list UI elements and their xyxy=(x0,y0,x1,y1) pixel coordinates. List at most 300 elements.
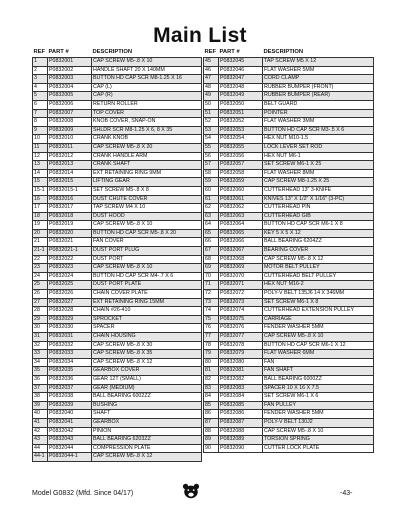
table-row xyxy=(204,298,374,307)
part-number-cell: P0832008 xyxy=(48,118,92,127)
ref-cell: 70 xyxy=(204,272,219,281)
part-number-cell: P0832013 xyxy=(48,161,92,170)
description-cell: EXT RETAINING RING 9MM xyxy=(92,169,202,178)
ref-cell: 19 xyxy=(33,221,48,230)
part-number-cell: P0832083 xyxy=(219,384,263,393)
ref-cell: 52 xyxy=(204,118,219,127)
part-number-cell: P0832023 xyxy=(48,264,92,273)
table-row xyxy=(204,186,374,195)
table-row xyxy=(204,75,374,84)
part-number-cell: P0832055 xyxy=(219,143,263,152)
table-row xyxy=(204,375,374,384)
ref-cell: 35 xyxy=(33,367,48,376)
table-row xyxy=(33,375,202,384)
description-cell: CAP (R) xyxy=(92,92,202,101)
description-cell: BALL BEARING 6000ZZ xyxy=(263,375,374,384)
description-cell: SPACER 10 X 16 X 7.5 xyxy=(263,384,374,393)
ref-cell: 36 xyxy=(33,375,48,384)
description-cell: LIFTING GEAR xyxy=(92,178,202,187)
part-number-cell: P0832015 xyxy=(48,178,92,187)
part-number-cell: P0832049 xyxy=(219,92,263,101)
description-cell: CAP SCREW M5-.8 X 10 xyxy=(92,58,202,67)
part-number-cell: P0832009 xyxy=(48,126,92,135)
part-number-cell: P0832005 xyxy=(48,92,92,101)
table-row xyxy=(204,384,374,393)
ref-cell: 30 xyxy=(33,324,48,333)
table-row xyxy=(33,444,202,453)
table-row xyxy=(204,143,374,152)
table-row xyxy=(33,83,202,92)
description-cell: TAP SCREW M5 X 12 xyxy=(263,58,374,67)
ref-cell: 78 xyxy=(204,341,219,350)
table-row xyxy=(204,195,374,204)
table-row xyxy=(33,367,202,376)
part-column-header: PART # xyxy=(48,48,69,55)
description-cell: BUSHING xyxy=(92,401,202,410)
part-number-cell: P0832031 xyxy=(48,333,92,342)
table-row xyxy=(204,109,374,118)
ref-cell: 23 xyxy=(33,264,48,273)
table-row xyxy=(33,418,202,427)
ref-cell: 18 xyxy=(33,212,48,221)
parts-table-left-body xyxy=(33,58,202,462)
ref-cell: 17 xyxy=(33,204,48,213)
ref-cell: 48 xyxy=(204,83,219,92)
description-cell: FENDER WASHER 5MM xyxy=(263,410,374,419)
part-number-cell: P0832063 xyxy=(219,212,263,221)
part-number-cell: P0832012 xyxy=(48,152,92,161)
part-number-cell: P0832080 xyxy=(219,358,263,367)
ref-cell: 32 xyxy=(33,341,48,350)
ref-cell: 4 xyxy=(33,83,48,92)
table-row xyxy=(33,152,202,161)
ref-cell: 1 xyxy=(33,58,48,67)
table-row xyxy=(33,341,202,350)
table-row xyxy=(204,212,374,221)
ref-cell: 49 xyxy=(204,92,219,101)
ref-cell: 43 xyxy=(33,436,48,445)
ref-cell: 81 xyxy=(204,367,219,376)
table-row xyxy=(204,436,374,445)
ref-cell: 44-1 xyxy=(33,453,48,462)
description-cell: SET SCREW M5-.8 X 8 xyxy=(92,186,202,195)
ref-cell: 3 xyxy=(33,75,48,84)
table-row xyxy=(204,324,374,333)
part-number-cell: P0832007 xyxy=(48,109,92,118)
ref-cell: 33 xyxy=(33,350,48,359)
ref-cell: 42 xyxy=(33,427,48,436)
table-row xyxy=(33,100,202,109)
part-number-cell: P0832035 xyxy=(48,367,92,376)
part-number-cell: P0832017 xyxy=(48,204,92,213)
ref-cell: 14 xyxy=(33,169,48,178)
table-row xyxy=(204,350,374,359)
table-row xyxy=(33,410,202,419)
description-cell: CAP SCREW M5-.8 X 12 xyxy=(92,358,202,367)
part-number-cell: P0832069 xyxy=(219,264,263,273)
ref-cell: 37 xyxy=(33,384,48,393)
table-row xyxy=(204,333,374,342)
part-number-cell: P0832030 xyxy=(48,324,92,333)
part-number-cell: P0832088 xyxy=(219,427,263,436)
part-number-cell: P0832084 xyxy=(219,393,263,402)
part-number-cell: P0832086 xyxy=(219,410,263,419)
table-row xyxy=(204,401,374,410)
part-number-cell: P0832076 xyxy=(219,324,263,333)
description-cell: CAP SCREW M8-1.25 X 25 xyxy=(263,178,374,187)
ref-cell: 47 xyxy=(204,75,219,84)
description-cell: SPACER xyxy=(92,324,202,333)
description-cell: SET SCREW M6-1 X 6 xyxy=(263,393,374,402)
ref-cell: 85 xyxy=(204,401,219,410)
table-row xyxy=(33,393,202,402)
table-row xyxy=(33,212,202,221)
table-row xyxy=(204,341,374,350)
part-number-cell: P0832065 xyxy=(219,229,263,238)
description-cell: CUTTER LOCK PLATE xyxy=(263,444,374,453)
description-cell: BUTTON HD CAP SCR M5-.8 X 20 xyxy=(92,229,202,238)
description-cell: BEARING COVER xyxy=(263,247,374,256)
table-row xyxy=(33,221,202,230)
description-cell: CAP SCREW M5-.8 X 10 xyxy=(92,221,202,230)
ref-cell: 68 xyxy=(204,255,219,264)
table-row xyxy=(33,255,202,264)
part-number-cell: P0832047 xyxy=(219,75,263,84)
ref-cell: 27 xyxy=(33,298,48,307)
part-number-cell: P0832011 xyxy=(48,143,92,152)
table-header-row xyxy=(204,48,374,58)
description-cell: COMPRESSION PLATE xyxy=(92,444,202,453)
part-number-cell: P0832050 xyxy=(219,100,263,109)
part-number-cell: P0832014 xyxy=(48,169,92,178)
part-number-cell: P0832018 xyxy=(48,212,92,221)
part-number-cell: P0832040 xyxy=(48,410,92,419)
table-row xyxy=(204,238,374,247)
part-number-cell: P0832048 xyxy=(219,83,263,92)
part-number-cell: P0832042 xyxy=(48,427,92,436)
description-cell: CUTTERHEAD PIN xyxy=(263,204,374,213)
page-title: Main List xyxy=(153,24,247,47)
table-row xyxy=(33,333,202,342)
description-cell: BALL BEARING 6203ZZ xyxy=(92,436,202,445)
part-number-cell: P0832072 xyxy=(219,290,263,299)
ref-cell: 84 xyxy=(204,393,219,402)
ref-cell: 34 xyxy=(33,358,48,367)
ref-cell: 31 xyxy=(33,333,48,342)
description-cell: BALL BEARING 6002ZZ xyxy=(92,393,202,402)
part-number-cell: P0832067 xyxy=(219,247,263,256)
ref-cell: 74 xyxy=(204,307,219,316)
table-row xyxy=(204,135,374,144)
part-number-cell: P0832021-1 xyxy=(48,247,92,256)
parts-table-left xyxy=(32,48,202,462)
part-number-cell: P0832036 xyxy=(48,375,92,384)
part-number-cell: P0832078 xyxy=(219,341,263,350)
part-number-cell: P0832041 xyxy=(48,418,92,427)
table-row xyxy=(33,358,202,367)
description-cell: DUST HOOD xyxy=(92,212,202,221)
description-cell: FLAT WASHER 5MM xyxy=(263,66,374,75)
table-row xyxy=(204,83,374,92)
description-cell: RUBBER BUMPER (FRONT) xyxy=(263,83,374,92)
part-number-cell: P0832046 xyxy=(219,66,263,75)
part-number-cell: P0832020 xyxy=(48,229,92,238)
part-number-cell: P0832081 xyxy=(219,367,263,376)
table-row xyxy=(33,315,202,324)
description-cell: DUST PORT PLATE xyxy=(92,281,202,290)
table-row xyxy=(204,272,374,281)
table-row xyxy=(204,393,374,402)
table-row xyxy=(33,427,202,436)
ref-cell: 26 xyxy=(33,290,48,299)
table-row xyxy=(33,75,202,84)
description-cell: CAP SCREW M5-.8 X 12 xyxy=(263,255,374,264)
description-cell: CAP SCREW M5-.8 X 30 xyxy=(92,341,202,350)
part-number-cell: P0832064 xyxy=(219,221,263,230)
table-row xyxy=(204,118,374,127)
part-number-cell: P0832058 xyxy=(219,169,263,178)
ref-cell: 22 xyxy=(33,255,48,264)
part-number-cell: P0832085 xyxy=(219,401,263,410)
ref-cell: 44 xyxy=(33,444,48,453)
table-row xyxy=(33,238,202,247)
ref-cell: 86 xyxy=(204,410,219,419)
description-cell: CUTTERHEAD EXTENSION PULLEY xyxy=(263,307,374,316)
ref-cell: 6 xyxy=(33,100,48,109)
description-cell: CARRIAGE xyxy=(263,315,374,324)
table-row xyxy=(204,126,374,135)
ref-cell: 69 xyxy=(204,264,219,273)
table-row xyxy=(204,418,374,427)
description-cell: HEX NUT M10-1.5 xyxy=(263,135,374,144)
ref-cell: 73 xyxy=(204,298,219,307)
part-number-cell: P0832044-1 xyxy=(48,453,92,462)
description-cell: PINION xyxy=(92,427,202,436)
ref-cell: 21-1 xyxy=(33,247,48,256)
table-row xyxy=(204,152,374,161)
ref-cell: 83 xyxy=(204,384,219,393)
description-cell: TAP SCREW M4 X 10 xyxy=(92,204,202,213)
part-number-cell: P0832032 xyxy=(48,341,92,350)
part-number-cell: P0832026 xyxy=(48,290,92,299)
table-row xyxy=(33,186,202,195)
ref-cell: 54 xyxy=(204,135,219,144)
table-row xyxy=(204,178,374,187)
part-number-cell: P0832015-1 xyxy=(48,186,92,195)
table-row xyxy=(204,367,374,376)
ref-cell: 67 xyxy=(204,247,219,256)
part-number-cell: P0832022 xyxy=(48,255,92,264)
description-cell: HEX NUT M16-2 xyxy=(263,281,374,290)
part-number-cell: P0832082 xyxy=(219,375,263,384)
ref-cell: 28 xyxy=(33,307,48,316)
table-row xyxy=(33,135,202,144)
ref-column-header: REF xyxy=(204,48,217,55)
footer-model-text: Model G0832 (Mfd. Since 04/17) xyxy=(32,490,134,497)
table-row xyxy=(33,161,202,170)
ref-cell: 72 xyxy=(204,290,219,299)
description-cell: BUTTON HD CAP SCR M3-.5 X 6 xyxy=(263,126,374,135)
description-cell: BUTTON HD CAP SCR M4-.7 X 6 xyxy=(92,272,202,281)
description-cell: CORD CLAMP xyxy=(263,75,374,84)
description-cell: FAN COVER xyxy=(92,238,202,247)
table-row xyxy=(204,281,374,290)
table-row xyxy=(33,92,202,101)
ref-cell: 57 xyxy=(204,161,219,170)
part-number-cell: P0832003 xyxy=(48,75,92,84)
part-number-cell: P0832025 xyxy=(48,281,92,290)
part-number-cell: P0832001 xyxy=(48,58,92,67)
ref-cell: 59 xyxy=(204,178,219,187)
ref-cell: 87 xyxy=(204,418,219,427)
table-row xyxy=(33,247,202,256)
description-cell: POLY-V BELT 130J2 xyxy=(263,418,374,427)
ref-cell: 60 xyxy=(204,186,219,195)
parts-table-right xyxy=(203,48,374,453)
table-row xyxy=(33,436,202,445)
part-number-cell: P0832039 xyxy=(48,401,92,410)
description-cell: CHAIN #26-410 xyxy=(92,307,202,316)
description-cell: CHAIN COVER PLATE xyxy=(92,290,202,299)
part-number-cell: P0832027 xyxy=(48,298,92,307)
part-number-cell: P0832066 xyxy=(219,238,263,247)
table-row xyxy=(33,384,202,393)
ref-cell: 65 xyxy=(204,229,219,238)
description-cell: BUTTON HD CAP SCR M6-1 X 12 xyxy=(263,341,374,350)
part-number-cell: P0832024 xyxy=(48,272,92,281)
description-cell: FLAT WASHER 3MM xyxy=(263,118,374,127)
ref-cell: 90 xyxy=(204,444,219,453)
ref-cell: 41 xyxy=(33,418,48,427)
part-number-cell: P0832057 xyxy=(219,161,263,170)
parts-table-right-body xyxy=(204,58,374,453)
ref-cell: 8 xyxy=(33,118,48,127)
description-cell: CRANK KNOB xyxy=(92,135,202,144)
table-row xyxy=(33,204,202,213)
description-cell: GEARBOX xyxy=(92,418,202,427)
description-cell: SET SCREW M6-1 X 8 xyxy=(263,298,374,307)
table-row xyxy=(204,307,374,316)
ref-cell: 61 xyxy=(204,195,219,204)
ref-cell: 63 xyxy=(204,212,219,221)
part-number-cell: P0832060 xyxy=(219,186,263,195)
part-number-cell: P0832037 xyxy=(48,384,92,393)
table-row xyxy=(33,229,202,238)
description-cell: CUTTERHEAD GIB xyxy=(263,212,374,221)
table-row xyxy=(204,161,374,170)
part-number-cell: P0832034 xyxy=(48,358,92,367)
table-row xyxy=(204,427,374,436)
part-number-cell: P0832045 xyxy=(219,58,263,67)
table-row xyxy=(204,66,374,75)
part-number-cell: P0832061 xyxy=(219,195,263,204)
ref-cell: 77 xyxy=(204,333,219,342)
part-number-cell: P0832052 xyxy=(219,118,263,127)
description-cell: CHAIN HOUSING xyxy=(92,333,202,342)
table-row xyxy=(204,229,374,238)
part-number-cell: P0832019 xyxy=(48,221,92,230)
ref-cell: 53 xyxy=(204,126,219,135)
part-number-cell: P0832079 xyxy=(219,350,263,359)
description-cell: FAN SHAFT xyxy=(263,367,374,376)
table-row xyxy=(33,126,202,135)
description-cell: GEARBOX COVER xyxy=(92,367,202,376)
ref-cell: 56 xyxy=(204,152,219,161)
description-cell: HEX NUT M6-1 xyxy=(263,152,374,161)
table-row xyxy=(33,298,202,307)
ref-cell: 50 xyxy=(204,100,219,109)
description-cell: KNOB COVER, SNAP-ON xyxy=(92,118,202,127)
description-cell: KEY 5 X 5 X 12 xyxy=(263,229,374,238)
description-cell: SPROCKET xyxy=(92,315,202,324)
ref-cell: 40 xyxy=(33,410,48,419)
description-cell: CAP (L) xyxy=(92,83,202,92)
description-cell: BUTTON HD CAP SCR M8-1.25 X 16 xyxy=(92,75,202,84)
ref-cell: 10 xyxy=(33,135,48,144)
description-cell: HANDLE SHAFT 20 X 140MM xyxy=(92,66,202,75)
description-cell: CRANK HANDLE ARM xyxy=(92,152,202,161)
table-row xyxy=(204,100,374,109)
table-row xyxy=(204,264,374,273)
ref-cell: 89 xyxy=(204,436,219,445)
part-number-cell: P0832077 xyxy=(219,333,263,342)
description-cell: TORSION SPRING xyxy=(263,436,374,445)
description-cell: CAP SCREW M5-.8 X 12 xyxy=(92,453,202,462)
table-row xyxy=(204,92,374,101)
table-row xyxy=(33,307,202,316)
table-row xyxy=(33,178,202,187)
part-number-cell: P0832090 xyxy=(219,444,263,453)
description-cell: CAP SCREW M5-.8 X 10 xyxy=(92,264,202,273)
ref-cell: 7 xyxy=(33,109,48,118)
description-cell: POINTER xyxy=(263,109,374,118)
description-cell: CRANK SHAFT xyxy=(92,161,202,170)
description-cell: FAN xyxy=(263,358,374,367)
ref-cell: 29 xyxy=(33,315,48,324)
description-cell: DUST PORT xyxy=(92,255,202,264)
description-cell: KNIVES 13" X 1/2" X 1/16" (3-PC) xyxy=(263,195,374,204)
description-cell: CAP SCREW M5-.8 X 20 xyxy=(92,143,202,152)
part-column-header: PART # xyxy=(219,48,240,55)
description-cell: EXT RETAINING RING 15MM xyxy=(92,298,202,307)
table-row xyxy=(204,444,374,453)
table-row xyxy=(33,58,202,67)
description-cell: FLAT WASHER 6MM xyxy=(263,350,374,359)
part-number-cell: P0832051 xyxy=(219,109,263,118)
description-cell: CUTTERHEAD BELT PULLEY xyxy=(263,272,374,281)
table-row xyxy=(33,401,202,410)
ref-cell: 58 xyxy=(204,169,219,178)
ref-column-header: REF xyxy=(33,48,46,55)
ref-cell: 16 xyxy=(33,195,48,204)
part-number-cell: P0832059 xyxy=(219,178,263,187)
description-cell: CUTTERHEAD 13" 3-KNIFE xyxy=(263,186,374,195)
ref-cell: 24 xyxy=(33,272,48,281)
ref-cell: 62 xyxy=(204,204,219,213)
part-number-cell: P0832062 xyxy=(219,204,263,213)
table-row xyxy=(33,324,202,333)
table-row xyxy=(204,358,374,367)
ref-cell: 2 xyxy=(33,66,48,75)
description-cell: CAP SCREW M5-.8 X 35 xyxy=(92,350,202,359)
table-row xyxy=(33,453,202,462)
page-number: -43- xyxy=(340,490,353,497)
description-column-header: DESCRIPTION xyxy=(92,48,133,55)
part-number-cell: P0832075 xyxy=(219,315,263,324)
ref-cell: 21 xyxy=(33,238,48,247)
ref-cell: 66 xyxy=(204,238,219,247)
table-row xyxy=(204,410,374,419)
